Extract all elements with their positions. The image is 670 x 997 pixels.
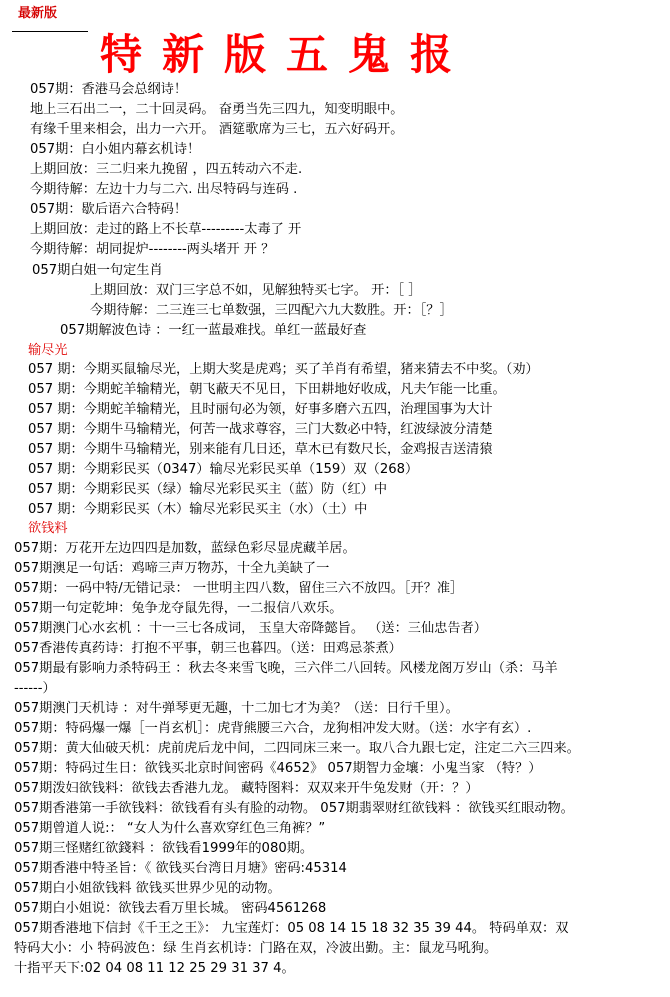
text-line: 057期曾道人说:： “女人为什么喜欢穿红色三角裤？” bbox=[14, 821, 326, 836]
tag-underline bbox=[12, 31, 88, 32]
text-line: 057期泼妇欲钱料：欲钱去香港九龙。 藏特图料：双双来开牛兔发财（开：？） bbox=[14, 781, 479, 796]
text-line: 上期回放：双门三字总不如，见解独特买七字。 开：［ ］ bbox=[90, 283, 422, 298]
text-line: 057期：一码中特/无错记录： 一世明主四八数，留住三六不放四。［开？准］ bbox=[14, 581, 464, 596]
text-line: 057期白小姐欲钱料 欲钱买世界少见的动物。 bbox=[14, 881, 281, 896]
edition-tag: 最新版 bbox=[18, 6, 58, 21]
text-line: 057期白姐一句定生肖 bbox=[32, 263, 163, 278]
text-line: 057期解波色诗 ：一红一蓝最难找。单红一蓝最好查 bbox=[60, 323, 367, 338]
text-line: 今期待解：胡同捉炉--------两头堵开 开 ？ bbox=[30, 242, 275, 257]
page-title: 特新版五鬼报 bbox=[100, 30, 473, 79]
text-line: 今期待解：二三连三七单数强，三四配六九大数胜。开：［？］ bbox=[90, 303, 453, 318]
text-line: 有缘千里来相会，出力一六开。 酒筵歌席为三七，五六好码开。 bbox=[30, 122, 404, 137]
text-line: 057期一句定乾坤：兔争龙夺鼠先得，一二报信八欢乐。 bbox=[14, 601, 343, 616]
text-line: 057期白小姐说：欲钱去看万里长城。 密码4561268 bbox=[14, 901, 327, 916]
text-line: 057期：香港马会总纲诗！ bbox=[30, 82, 188, 97]
text-line: 特码大小：小 特码波色：绿 生肖玄机诗：门路在双，冷波出勤。主：鼠龙马吼狗。 bbox=[14, 941, 498, 956]
text-line: 057期最有影响力杀特码王 ：秋去冬来雪飞晚，三六伴二八回转。风楼龙阁万岁山（杀：马羊 bbox=[14, 661, 558, 676]
text-line: 057 期：今期牛马输精光，何苦一战求尊容，三门大数必中特，红波绿波分清楚 bbox=[28, 422, 493, 437]
text-line: 057 期：今期彩民买（0347）输尽光彩民买单（159）双（268） bbox=[28, 462, 419, 477]
text-line: 057期：歇后语六合特码！ bbox=[30, 202, 188, 217]
text-line: 057期：特码过生日：欲钱买北京时间密码《4652》 057期智力金壤：小鬼当家 （特？） bbox=[14, 761, 542, 776]
text-line: 057期：黄大仙破天机：虎前虎后龙中间，二四同床三来一。取八合九跟七定，注定二六三四来。 bbox=[14, 741, 580, 756]
text-line: 057 期：今期买鼠输尽光，上期大奖是虎鸡；买了羊肖有希望，猪来猜去不中奖。（劝） bbox=[28, 362, 539, 377]
text-line: 057期：万花开左边四四是加数，蓝绿色彩尽显虎藏羊居。 bbox=[14, 541, 356, 556]
text-line: 057期香港第一手欲钱料：欲钱看有头有脸的动物。 057期翡翠财红欲钱料 ：欲钱买红眼动物。 bbox=[14, 801, 574, 816]
text-line: 上期回放：三二归来九挽留 ，四五转动六不走. bbox=[30, 162, 303, 177]
text-line: 057 期：今期蛇羊输精光，且时丽句必为领，好事多磨六五四，治理国事为大计 bbox=[28, 402, 493, 417]
text-line: 今期待解：左边十力与二六. 出尽特码与连码 . bbox=[30, 182, 298, 197]
text-line: 地上三石出二一，二十回灵码。 奋勇当先三四九，知变明眼中。 bbox=[30, 102, 404, 117]
text-line: 057期澳门心水玄机 ：十一三七各成词， 玉皇大帝降懿旨。 （送：三仙忠告者） bbox=[14, 621, 487, 636]
text-line: 057期香港地下信封《千王之王》： 九宝莲灯：05 08 14 15 18 32 35 39 44。 特码单双：双 bbox=[14, 921, 569, 936]
text-line: 十指平天下:02 04 08 11 12 25 29 31 37 4。 bbox=[14, 961, 295, 976]
text-line: 057 期：今期牛马输精光，别来能有几日还，草木已有数尺长，金鸡报吉送清猿 bbox=[28, 442, 493, 457]
text-line: 057期澳足一句话：鸡啼三声万物苏，十全九美缺了一 bbox=[14, 561, 330, 576]
text-line: 057 期：今期蛇羊输精光，朝飞蔽天不见日，下田耕地好收成，凡夫乍能一比重。 bbox=[28, 382, 506, 397]
section-heading-money: 欲钱料 bbox=[28, 521, 68, 536]
text-line: ------） bbox=[14, 681, 56, 696]
text-line: 上期回放：走过的路上不长草---------太毒了 开 bbox=[30, 222, 302, 237]
text-line: 057 期：今期彩民买（绿）输尽光彩民买主（蓝）防（红）中 bbox=[28, 482, 388, 497]
section-heading-loss: 输尽光 bbox=[28, 343, 68, 358]
text-line: 057期：特码爆一爆［一肖玄机］：虎背熊腰三六合，龙狗相冲发大财。（送：水字有玄）. bbox=[14, 721, 532, 736]
text-line: 057期：白小姐内幕玄机诗！ bbox=[30, 142, 201, 157]
text-line: 057香港传真药诗：打抱不平事，朝三也暮四。（送：田鸡忌茶煮） bbox=[14, 641, 402, 656]
text-line: 057期三怪赌红欲錢料 ：欲钱看1999年的080期。 bbox=[14, 841, 314, 856]
text-line: 057期香港中特圣旨：《 欲钱买台湾日月塘》密码:45314 bbox=[14, 861, 347, 876]
text-line: 057期澳门天机诗 ：对牛弹琴更无趣，十二加七才为美？（送：日行千里）。 bbox=[14, 701, 459, 716]
text-line: 057 期：今期彩民买（木）输尽光彩民买主（水）（土）中 bbox=[28, 502, 368, 517]
